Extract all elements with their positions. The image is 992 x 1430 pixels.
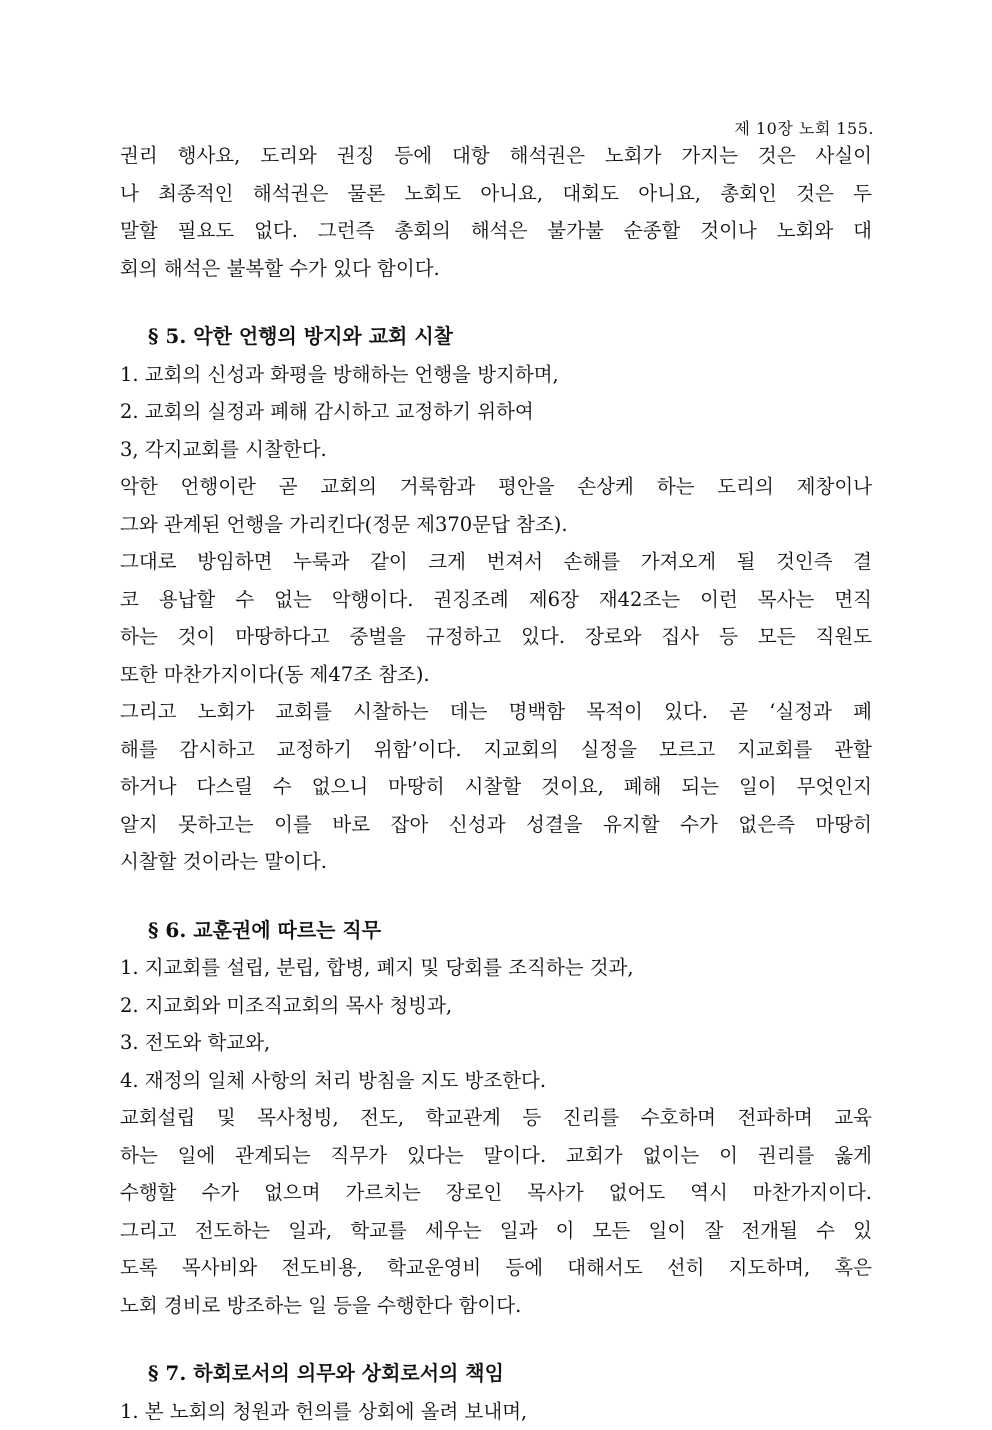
paragraph	[120, 693, 872, 881]
numbered-item: 3. 전도와 학교와,	[120, 1024, 872, 1062]
section-heading: § 7. 하회로서의 의무와 상회로서의 책임	[120, 1355, 872, 1393]
section-gap	[120, 287, 872, 318]
section-gap	[120, 881, 872, 912]
paragraph-line: 나 최종적인 해석권은 물론 노회도 아니요, 대회도 아니요, 총회인 것은 두	[120, 175, 872, 213]
numbered-item: 2. 교회의 실정과 폐해 감시하고 교정하기 위하여	[120, 393, 872, 431]
section-gap	[120, 1324, 872, 1355]
paragraph-line: 하는 일에 관계되는 직무가 있다는 말이다. 교회가 없이는 이 권리를 옳게	[120, 1137, 872, 1175]
paragraph-line: 노회 경비로 방조하는 일 등을 수행한다 함이다.	[120, 1287, 872, 1325]
paragraph-line: 또한 마찬가지이다(동 제47조 참조).	[120, 656, 872, 694]
paragraph	[120, 1099, 872, 1324]
paragraph-line: 그대로 방임하면 누룩과 같이 크게 번져서 손해를 가져오게 될 것인즉 결	[120, 543, 872, 581]
paragraph-line: 회의 해석은 불복할 수가 있다 함이다.	[120, 250, 872, 288]
paragraph	[120, 468, 872, 543]
paragraph-line: 알지 못하고는 이를 바로 잡아 신성과 성결을 유지할 수가 없은즉 마땅히	[120, 806, 872, 844]
paragraph-line: 권리 행사요, 도리와 권징 등에 대항 해석권은 노회가 가지는 것은 사실이	[120, 137, 872, 175]
section-heading: § 5. 악한 언행의 방지와 교회 시찰	[120, 318, 872, 356]
paragraph-line: 교회설립 및 목사청빙, 전도, 학교관계 등 진리를 수호하며 전파하며 교육	[120, 1099, 872, 1137]
paragraph-line: 악한 언행이란 곧 교회의 거룩함과 평안을 손상케 하는 도리의 제창이나	[120, 468, 872, 506]
numbered-item: 4. 재정의 일체 사항의 처리 방침을 지도 방조한다.	[120, 1062, 872, 1100]
numbered-item: 1. 교회의 신성과 화평을 방해하는 언행을 방지하며,	[120, 356, 872, 394]
paragraph-line: 도록 목사비와 전도비용, 학교운영비 등에 대해서도 선히 지도하며, 혹은	[120, 1249, 872, 1287]
numbered-item: 2. 지교회와 미조직교회의 목사 청빙과,	[120, 987, 872, 1025]
paragraph-line: 그리고 노회가 교회를 시찰하는 데는 명백함 목적이 있다. 곧 ‘실정과 폐	[120, 693, 872, 731]
section-heading: § 6. 교훈권에 따르는 직무	[120, 912, 872, 950]
paragraph-line: 하는 것이 마땅하다고 중벌을 규정하고 있다. 장로와 집사 등 모든 직원도	[120, 618, 872, 656]
paragraph-line: 하거나 다스릴 수 없으니 마땅히 시찰할 것이요, 폐해 되는 일이 무엇인지	[120, 768, 872, 806]
paragraph-line: 그리고 전도하는 일과, 학교를 세우는 일과 이 모든 일이 잘 전개될 수 있	[120, 1212, 872, 1250]
paragraph-line: 코 용납할 수 없는 악행이다. 권징조례 제6장 재42조는 이런 목사는 면직	[120, 581, 872, 619]
numbered-item: 3, 각지교회를 시찰한다.	[120, 431, 872, 469]
paragraph-line: 시찰할 것이라는 말이다.	[120, 843, 872, 881]
paragraph-line: 해를 감시하고 교정하기 위함’이다. 지교회의 실정을 모르고 지교회를 관할	[120, 731, 872, 769]
numbered-item: 1. 본 노회의 청원과 헌의를 상회에 올려 보내며,	[120, 1393, 872, 1430]
paragraph-line: 수행할 수가 없으며 가르치는 장로인 목사가 없어도 역시 마찬가지이다.	[120, 1174, 872, 1212]
paragraph-line: 말할 필요도 없다. 그런즉 총회의 해석은 불가불 순종할 것이나 노회와 대	[120, 212, 872, 250]
paragraph	[120, 543, 872, 693]
paragraph	[120, 137, 872, 287]
document-body	[120, 137, 872, 1430]
paragraph-line: 그와 관계된 언행을 가리킨다(정문 제370문답 참조).	[120, 506, 872, 544]
running-header: 제 10장 노회 155.	[734, 116, 874, 139]
numbered-item: 1. 지교회를 설립, 분립, 합병, 폐지 및 당회를 조직하는 것과,	[120, 949, 872, 987]
